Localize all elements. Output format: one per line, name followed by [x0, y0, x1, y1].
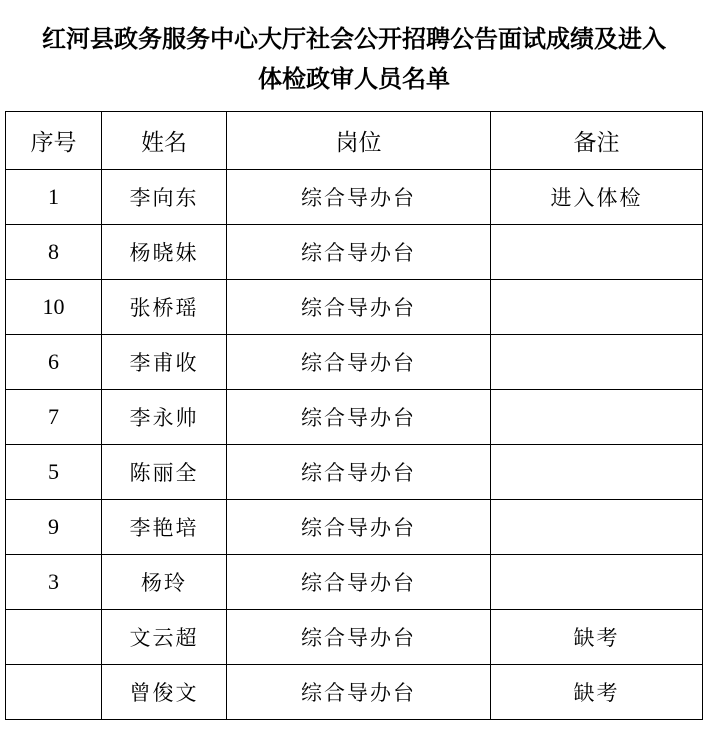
cell-position: 综合导办台 [227, 170, 491, 225]
cell-position: 综合导办台 [227, 335, 491, 390]
cell-name: 陈丽全 [102, 445, 227, 500]
candidate-table [5, 111, 703, 720]
cell-name: 杨玲 [102, 555, 227, 610]
cell-name: 曾俊文 [102, 665, 227, 720]
cell-remarks: 缺考 [491, 610, 703, 665]
document-title [0, 0, 708, 110]
cell-name: 杨晓妹 [102, 225, 227, 280]
cell-number: 7 [6, 390, 102, 445]
cell-name: 文云超 [102, 610, 227, 665]
cell-remarks [491, 390, 703, 445]
table-row [6, 610, 703, 665]
header-position: 岗位 [227, 112, 491, 170]
cell-number: 10 [6, 280, 102, 335]
cell-number: 5 [6, 445, 102, 500]
cell-remarks [491, 555, 703, 610]
cell-number [6, 665, 102, 720]
cell-name: 李向东 [102, 170, 227, 225]
cell-name: 李甫收 [102, 335, 227, 390]
cell-position: 综合导办台 [227, 665, 491, 720]
cell-number: 1 [6, 170, 102, 225]
cell-number [6, 610, 102, 665]
cell-remarks [491, 225, 703, 280]
cell-remarks [491, 335, 703, 390]
cell-remarks [491, 280, 703, 335]
table-row [6, 280, 703, 335]
cell-position: 综合导办台 [227, 225, 491, 280]
header-remarks: 备注 [491, 112, 703, 170]
table-row [6, 555, 703, 610]
table-row [6, 390, 703, 445]
table-row [6, 170, 703, 225]
cell-remarks: 进入体检 [491, 170, 703, 225]
document-title-line-1: 红河县政务服务中心大厅社会公开招聘公告面试成绩及进入 [42, 25, 666, 53]
cell-number: 6 [6, 335, 102, 390]
cell-number: 3 [6, 555, 102, 610]
cell-number: 9 [6, 500, 102, 555]
cell-position: 综合导办台 [227, 610, 491, 665]
header-number: 序号 [6, 112, 102, 170]
table-row [6, 500, 703, 555]
table-row [6, 665, 703, 720]
table-header-row [6, 112, 703, 170]
cell-remarks: 缺考 [491, 665, 703, 720]
table-row [6, 335, 703, 390]
header-name: 姓名 [102, 112, 227, 170]
cell-remarks [491, 445, 703, 500]
cell-name: 张桥瑶 [102, 280, 227, 335]
cell-position: 综合导办台 [227, 500, 491, 555]
cell-position: 综合导办台 [227, 390, 491, 445]
table-row [6, 225, 703, 280]
cell-name: 李艳培 [102, 500, 227, 555]
cell-position: 综合导办台 [227, 280, 491, 335]
cell-position: 综合导办台 [227, 445, 491, 500]
table-row [6, 445, 703, 500]
cell-remarks [491, 500, 703, 555]
document-title-line-2: 体检政审人员名单 [258, 65, 450, 93]
cell-name: 李永帅 [102, 390, 227, 445]
cell-position: 综合导办台 [227, 555, 491, 610]
cell-number: 8 [6, 225, 102, 280]
